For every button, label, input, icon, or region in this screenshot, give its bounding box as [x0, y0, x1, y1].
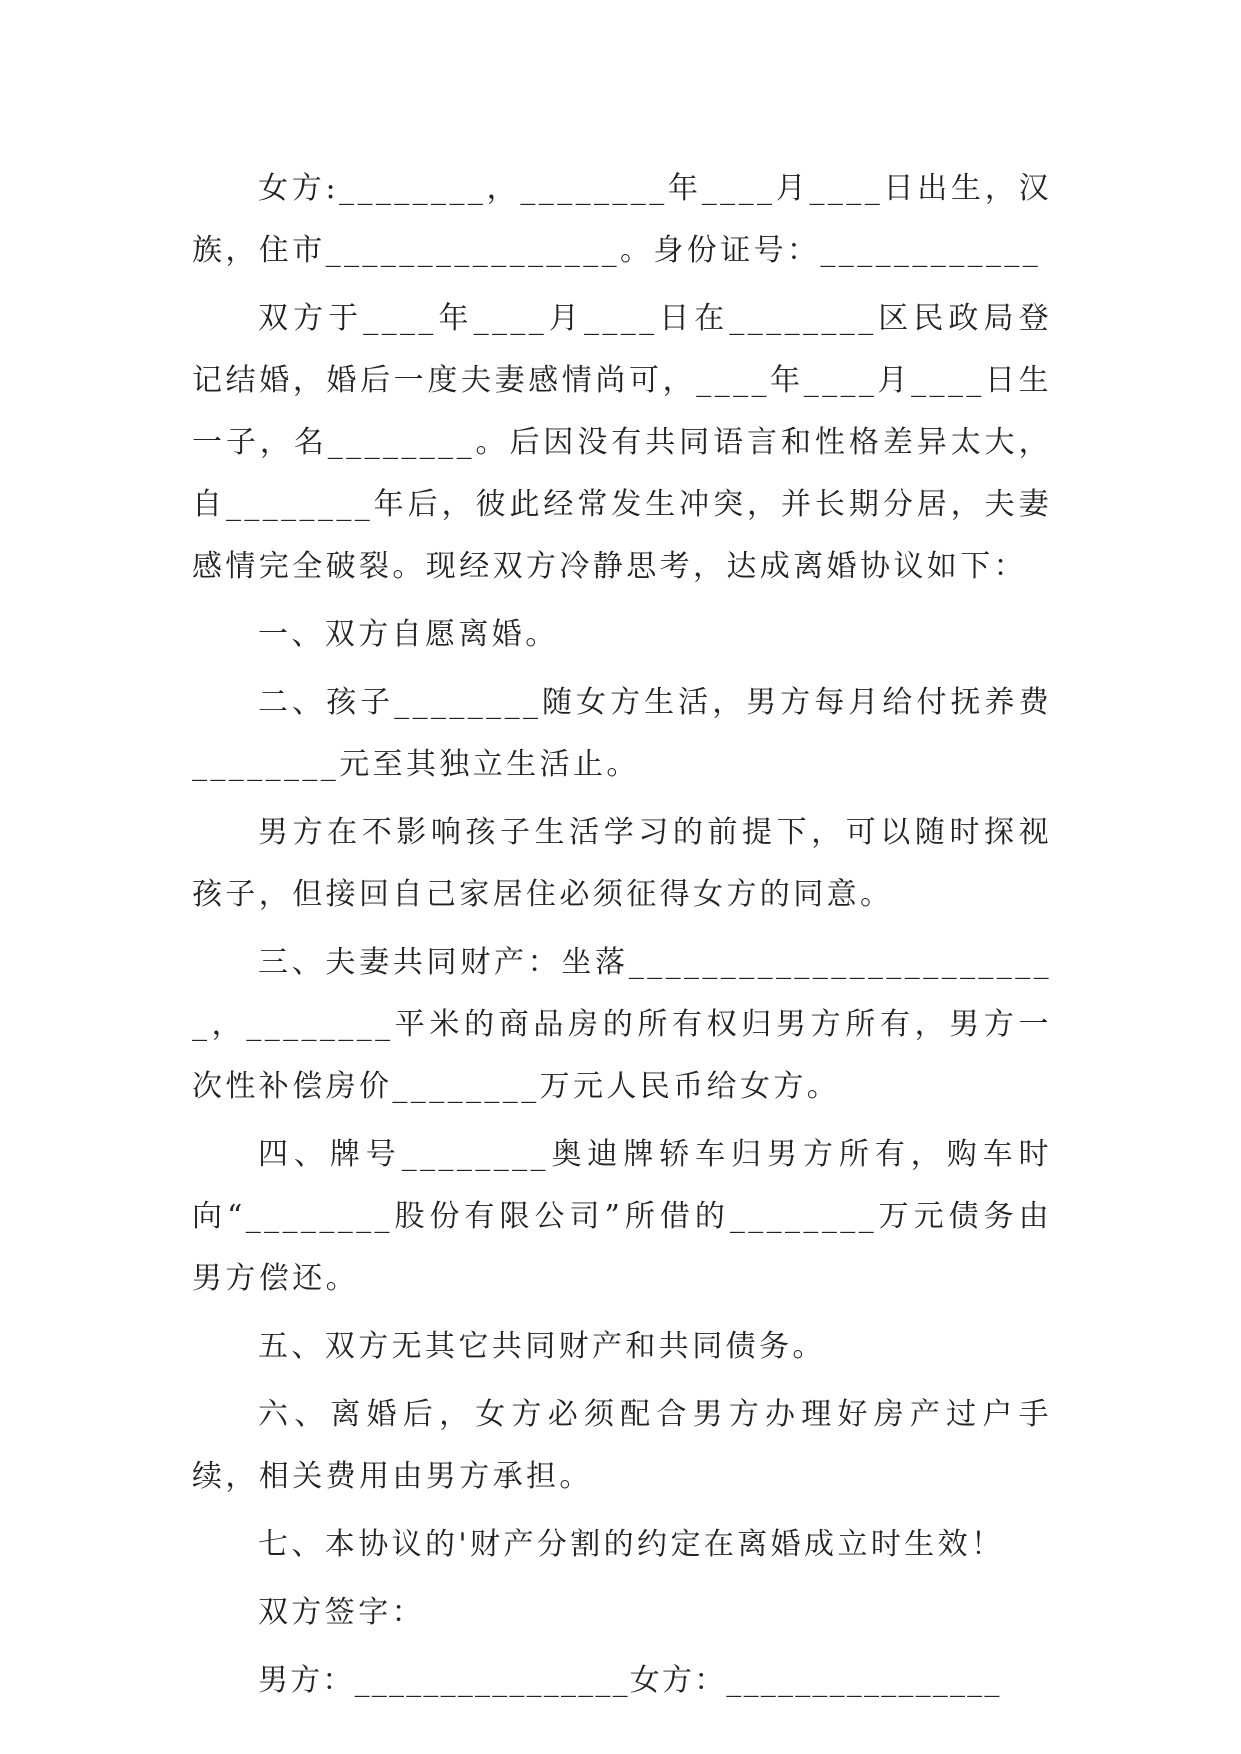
clause-voluntary-divorce: 一、双方自愿离婚。	[258, 617, 559, 652]
document-page	[192, 158, 1052, 1718]
clause-child-custody: 二、孩子________随女方生活，男方每月给付抚养费________元至其独立生活止。	[192, 685, 1052, 782]
signature-lines: 男方：________________女方：________________	[258, 1663, 1002, 1698]
signatures-heading: 双方签字：	[258, 1595, 425, 1630]
clause-transfer-procedures: 六、离婚后，女方必须配合男方办理好房产过户手续，相关费用由男方承担。	[192, 1397, 1052, 1494]
clause-vehicle-debt: 四、牌号________奥迪牌轿车归男方所有，购车时向“________股份有限公司”所借的________万元债务由男方偿还。	[192, 1137, 1052, 1296]
clause-visitation: 男方在不影响孩子生活学习的前提下，可以随时探视孩子，但接回自己家居住必须征得女方的同意。	[192, 815, 1052, 912]
marriage-history: 双方于____年____月____日在________区民政局登记结婚，婚后一度夫妻感情尚可，____年____月____日生一子，名________。后因没有共同语言和性格差异太大，自________年后，彼此经常发生冲突，并长期分居，夫妻感情完全破裂。现经双方冷静思考，达成离婚协议如下：	[192, 301, 1052, 584]
female-party-info: 女方:________，________年____月____日出生，汉族，住市________________。身份证号：____________	[192, 171, 1052, 268]
clause-effective: 七、本协议的'财产分割的约定在离婚成立时生效！	[258, 1527, 1005, 1562]
clause-no-other-assets: 五、双方无其它共同财产和共同债务。	[258, 1329, 826, 1364]
clause-property: 三、夫妻共同财产：坐落________________________，________平米的商品房的所有权归男方所有，男方一次性补偿房价________万元人民币给女方。	[192, 945, 1052, 1104]
